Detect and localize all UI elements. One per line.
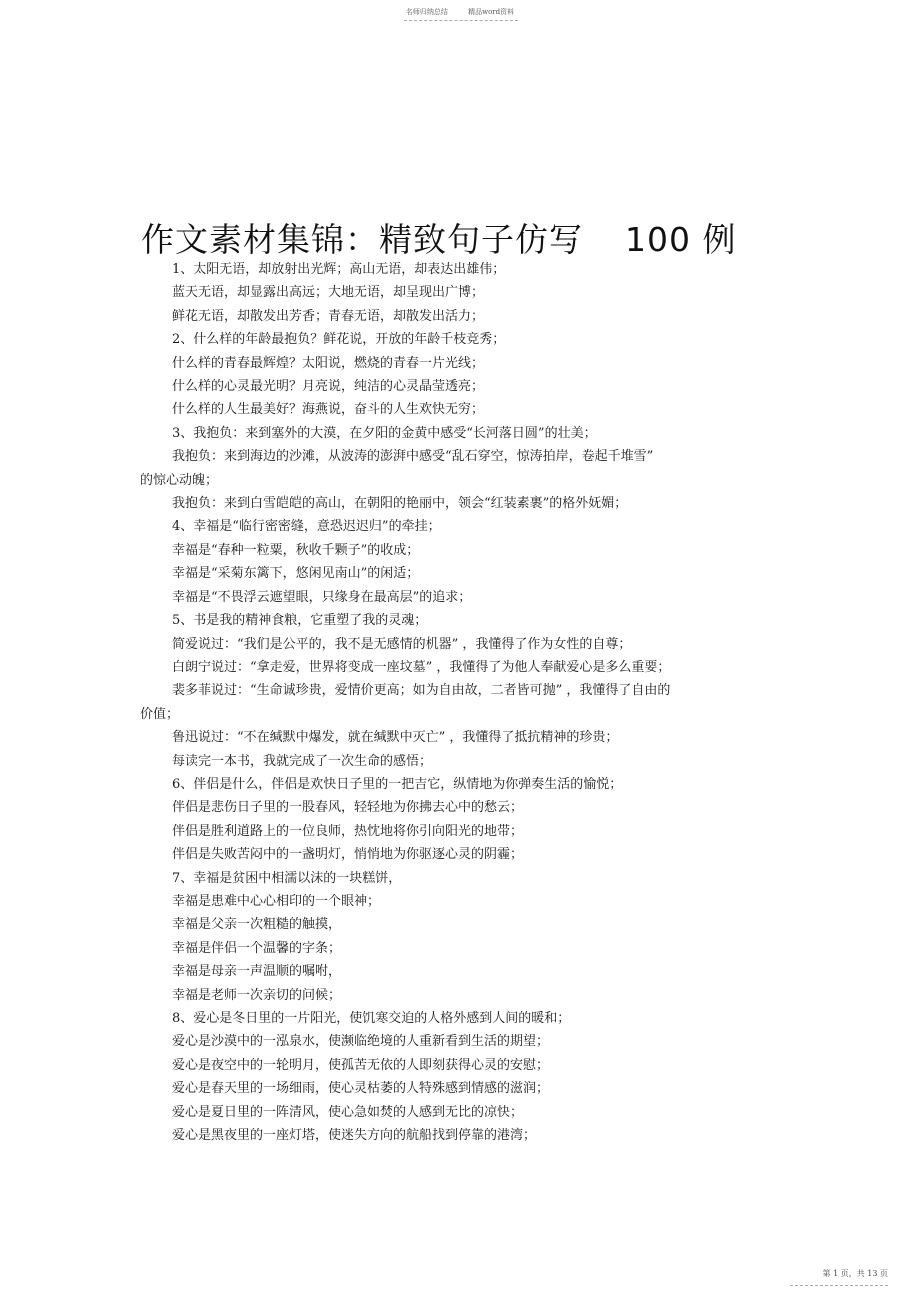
text-line: 简爱说过：“我们是公平的，我不是无感情的机器” ，我懂得了作为女性的自尊；: [172, 636, 632, 652]
text-line: 蓝天无语，却显露出高远；大地无语，却呈现出广博；: [172, 285, 485, 301]
text-line: 4、幸福是“临行密密缝，意恐迟迟归”的牵挂；: [172, 519, 441, 535]
text-line: 什么样的青春最辉煌？太阳说，燃烧的青春一片光线；: [172, 355, 485, 371]
text-line: 8、爱心是冬日里的一片阳光，使饥寒交迫的人格外感到人间的暖和；: [172, 1011, 571, 1026]
text-line: 3、我抱负：来到塞外的大漠，在夕阳的金黄中感受“长河落日圆”的壮美；: [172, 425, 597, 441]
text-line: 鲁迅说过：“不在缄默中爆发，就在缄默中灭亡” ，我懂得了抵抗精神的珍贵；: [172, 730, 619, 746]
text-line: 白朗宁说过：“拿走爱，世界将变成一座坟墓” ，我懂得了为他人奉献爱心是多么重要；: [172, 659, 671, 675]
text-line: 我抱负：来到海边的沙滩，从波涛的澎湃中感受“乱石穿空，惊涛拍岸，卷起千堆雪”: [172, 449, 654, 465]
text-line: 什么样的人生最美好？海燕说，奋斗的人生欢快无穷；: [172, 402, 485, 418]
text-line: 的惊心动魄；: [140, 472, 219, 488]
text-line: 伴侣是悲伤日子里的一股春风，轻轻地为你拂去心中的愁云；: [172, 800, 524, 816]
text-line: 价值；: [140, 706, 180, 722]
text-line: 什么样的心灵最光明？月亮说，纯洁的心灵晶莹透亮；: [172, 379, 485, 395]
text-line: 幸福是“不畏浮云遮望眼，只缘身在最高层”的追求；: [172, 589, 472, 605]
header-divider: [404, 20, 518, 21]
page-header: [0, 7, 920, 17]
text-line: 幸福是伴侣一个温馨的字条；: [172, 940, 342, 956]
text-line: 6、伴侣是什么，伴侣是欢快日子里的一把吉它，纵情地为你弹奏生活的愉悦；: [172, 776, 623, 792]
text-line: 5、书是我的精神食粮，它重塑了我的灵魂；: [172, 613, 428, 629]
text-line: 爱心是沙漠中的一泓泉水，使濒临绝境的人重新看到生活的期望；: [172, 1034, 550, 1050]
text-line: 幸福是患难中心心相印的一个眼神；: [172, 893, 381, 909]
text-line: 爱心是黑夜里的一座灯塔，使迷失方向的航船找到停靠的港湾；: [172, 1128, 537, 1144]
text-line: 幸福是“采菊东篱下，悠闲见南山”的闲适；: [172, 566, 420, 582]
title-count: 100 例: [625, 220, 737, 259]
text-line: 幸福是母亲一声温顺的嘱咐，: [172, 964, 342, 980]
text-line: 每读完一本书，我就完成了一次生命的感悟；: [172, 753, 433, 769]
page-number: 第 1 页，共 13 页: [822, 1269, 888, 1278]
text-line: 我抱负：来到白雪皑皑的高山，在朝阳的艳丽中，领会“红装素裹”的格外妩媚；: [172, 496, 628, 512]
header-right-text: 精品word资料: [468, 8, 515, 16]
text-line: 7、幸福是贫困中相濡以沫的一块糕饼，: [172, 870, 402, 886]
document-body: [140, 258, 780, 1147]
text-line: 幸福是父亲一次粗糙的触摸，: [172, 917, 342, 933]
text-line: 幸福是老师一次亲切的问候；: [172, 987, 342, 1003]
text-line: 幸福是“春种一粒粟，秋收千颗子”的收成；: [172, 542, 420, 558]
text-line: 1、太阳无语，却放射出光辉；高山无语，却表达出雄伟；: [172, 262, 506, 277]
text-line: 爱心是春天里的一场细雨，使心灵枯萎的人特殊感到情感的滋润；: [172, 1081, 550, 1097]
text-line: 伴侣是胜利道路上的一位良师，热忱地将你引向阳光的地带；: [172, 823, 524, 839]
footer-divider: [790, 1285, 888, 1286]
text-line: 爱心是夜空中的一轮明月，使孤苦无依的人即刻获得心灵的安慰；: [172, 1057, 550, 1073]
document-title: [141, 214, 781, 261]
title-main: 作文素材集锦：精致句子仿写: [141, 220, 583, 259]
header-left-text: 名师归纳总结: [405, 8, 448, 16]
text-line: 2、什么样的年龄最抱负？鲜花说，开放的年龄千枝竞秀；: [172, 332, 506, 348]
text-line: 爱心是夏日里的一阵清风，使心急如焚的人感到无比的凉快；: [172, 1104, 524, 1120]
text-line: 鲜花无语，却散发出芳香；青春无语，却散发出活力；: [172, 308, 485, 324]
text-line: 裴多菲说过：“生命诚珍贵，爱情价更高；如为自由故，二者皆可抛” ，我懂得了自由的: [172, 683, 671, 699]
text-line: 伴侣是失败苦闷中的一盏明灯，悄悄地为你驱逐心灵的阴霾；: [172, 847, 524, 863]
